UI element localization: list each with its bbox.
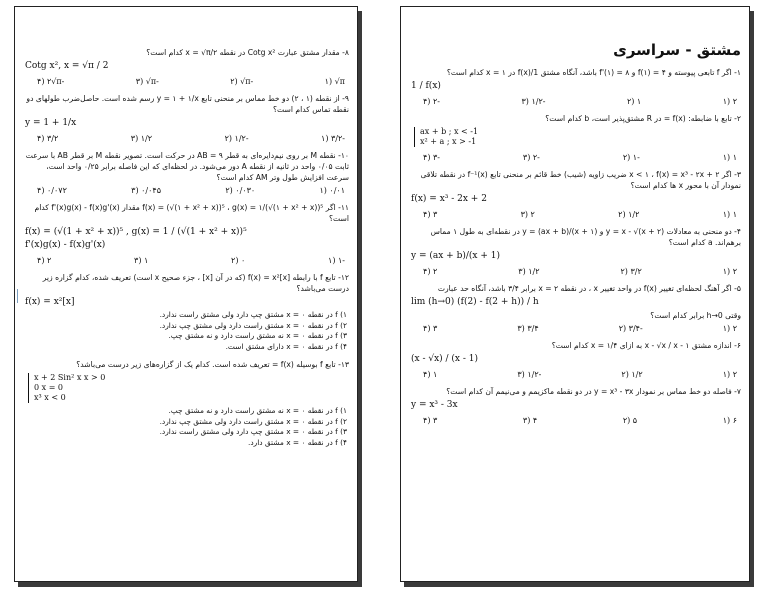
case-3: x³ x < 0 xyxy=(34,393,66,402)
choice-1[interactable]: ۱) ۱ xyxy=(722,153,737,162)
choice-2[interactable]: ۲) ۱/۲ xyxy=(621,370,643,379)
statement-3[interactable]: ۳) f در نقطه x = ۰ مشتق چپ دارد ولی مشتق راست ندارد. xyxy=(159,427,347,436)
question-formula: 1 / f(x) xyxy=(411,81,441,91)
question-formula: Cotg x², x = √π / 2 xyxy=(25,61,109,71)
right-page xyxy=(400,6,750,582)
question-stem: ۱۱- اگر f(x) = (√(۱ + x² + x))⁵ ، g(x) = ۱/(√(۱ + x² + x))⁵ مقدار f'(x)g(x) - f(x)g'(x) کدام است؟ xyxy=(34,203,349,223)
choice-1[interactable]: ۱) ۰/۰۱ xyxy=(319,186,345,195)
question-formula: f(x) = (√(1 + x² + x))⁵ , g(x) = 1 / (√(1 + x² + x))⁵ xyxy=(25,227,247,237)
question-formula: f(x) = x²[x] xyxy=(25,297,75,307)
choices xyxy=(411,367,741,379)
statement-3[interactable]: ۳) f در نقطه x = ۰ نه مشتق راست دارد و نه مشتق چپ. xyxy=(168,331,347,340)
choice-4[interactable]: ۴) ۲ xyxy=(423,267,438,276)
question-7 xyxy=(411,386,741,425)
choice-4[interactable]: ۴) ۳ xyxy=(423,416,438,425)
piecewise-formula xyxy=(411,127,741,147)
choice-3[interactable]: ۳) ۱ xyxy=(134,256,149,265)
question-stem: ۳- اگر x < ۱ ، f(x) = x³ - ۲x + ۲ ضریب زاویه (شیب) خط قائم بر منحنی تابع f⁻¹(x) در نقطه تلاقی نمودار آن با محور x ها کدام است؟ xyxy=(420,170,741,190)
statement-2[interactable]: ۲) f در نقطه x = ۰ مشتق راست دارد ولی مشتق چپ ندارد. xyxy=(159,320,347,330)
question-11 xyxy=(25,202,349,265)
question-formula: (x - √x) / (x - 1) xyxy=(411,354,479,364)
piecewise-formula xyxy=(25,373,349,403)
question-stem: ۱۳- تابع f بوسیله f(x) = تعریف شده است. کدام یک از گزاره‌های زیر درست می‌باشد؟ xyxy=(76,360,349,369)
question-formula: y = x³ - 3x xyxy=(411,400,458,410)
right-page-content xyxy=(411,7,741,581)
statement-1[interactable]: ۱) f در نقطه x = ۰ مشتق چپ دارد ولی مشتق راست ندارد. xyxy=(159,310,347,319)
case-2: 0 x = 0 xyxy=(34,383,64,392)
choice-3[interactable]: ۳) ۳/۴ xyxy=(517,324,539,333)
question-stem: ۵- اگر آهنگ لحظه‌ای تغییر f(x) در واحد تغییر x ، در نقطه ۲ = x برابر ۳/۴ باشد، آنگاه حد عبارت xyxy=(437,284,741,293)
question-5 xyxy=(411,283,741,333)
question-formula: lim (h→0) (f(2) - f(2 + h)) / h xyxy=(411,297,539,307)
choice-1[interactable]: ۱) ۳/۲- xyxy=(321,134,345,143)
choice-4[interactable]: ۴) ۲√π- xyxy=(37,77,65,86)
question-stem: ۲- تابع با ضابطه: f(x) = در R مشتق‌پذیر است، b کدام است؟ xyxy=(545,114,741,123)
question-stem-tail: وقتی h→0 برابر کدام است؟ xyxy=(650,311,741,320)
choice-2[interactable]: ۲) ۱/۲ xyxy=(618,210,640,219)
choice-2[interactable]: ۲) ۰/۰۳۰ xyxy=(225,186,256,195)
question-formula: f(x) = x³ - 2x + 2 xyxy=(411,194,487,204)
left-page xyxy=(14,6,358,582)
choices xyxy=(411,94,741,106)
choice-3[interactable]: ۳) ۲ xyxy=(520,210,535,219)
choice-3[interactable]: ۳) ۴ xyxy=(522,416,538,425)
choice-2[interactable]: ۲) ۱- xyxy=(622,153,640,162)
choice-2[interactable]: ۲) ۳/۴- xyxy=(618,324,643,333)
choice-3[interactable]: ۳) ۱/۲- xyxy=(517,370,542,379)
left-page-content xyxy=(25,47,349,581)
choices xyxy=(411,207,741,219)
choices xyxy=(411,150,741,162)
question-4 xyxy=(411,226,741,276)
choice-3[interactable]: ۳) ۱/۲ xyxy=(130,134,153,143)
choice-1[interactable]: ۱) ۲ xyxy=(722,97,737,106)
choice-4[interactable]: ۴) ۳ xyxy=(423,210,438,219)
question-6 xyxy=(411,340,741,379)
choice-4[interactable]: ۴) ۰/۰۷۲ xyxy=(37,186,67,195)
question-3 xyxy=(411,169,741,219)
choice-3[interactable]: ۳) ۲- xyxy=(522,153,540,162)
choices xyxy=(411,413,741,425)
choice-3[interactable]: ۳) ۱/۲- xyxy=(521,97,546,106)
question-formula-expression: f'(x)g(x) - f(x)g'(x) xyxy=(25,240,106,250)
choice-4[interactable]: ۴) ۳/۲ xyxy=(37,134,59,143)
choice-2[interactable]: ۲) ۵ xyxy=(622,416,638,425)
choice-3[interactable]: ۳) ۰/۰۴۵ xyxy=(131,186,162,195)
case-2: x² + a ; x > -1 xyxy=(420,137,477,146)
choices xyxy=(25,183,349,195)
question-stem: ۸- مقدار مشتق عبارت Cotg x² در نقطه x = √π/۲ کدام است؟ xyxy=(146,48,349,57)
choice-1[interactable]: ۱) ۱ xyxy=(722,210,737,219)
question-13 xyxy=(25,359,349,448)
question-10 xyxy=(25,150,349,195)
page-title: مشتق - سراسری xyxy=(613,41,741,59)
question-stem: ۱- اگر f تابعی پیوسته و ۴ = f(۱) و ۸ = f'(۱) باشد، آنگاه مشتق ‏1/f(x) در x = ۱ کدام است؟ xyxy=(446,68,741,77)
choices xyxy=(411,321,741,333)
choice-2[interactable]: ۲) ۳/۲ xyxy=(620,267,642,276)
choice-2[interactable]: ۲) ۱ xyxy=(626,97,642,106)
question-stem: ۷- فاصله دو خط مماس بر نمودار y = x³ - ۳x در دو نقطه ماکزیمم و می‌نیمم آن کدام است؟ xyxy=(446,387,741,396)
choice-4[interactable]: ۴) ۲ xyxy=(37,256,52,265)
choices xyxy=(25,253,349,265)
question-formula: y = 1 + 1/x xyxy=(25,118,77,128)
choices xyxy=(25,131,349,143)
choice-1[interactable]: ۱) ۲ xyxy=(722,267,737,276)
question-8 xyxy=(25,47,349,86)
choice-1[interactable]: ۱) ۶ xyxy=(722,416,737,425)
question-stem: ۴- دو منحنی به معادلات y = x - √(x + ۲) و y = (ax + b)/(x + ۱) در نقطه‌ای به طول ۱ مماس برهم‌اند. a کدام است؟ xyxy=(430,227,741,247)
choice-2[interactable]: ۲) ۱/۲- xyxy=(224,134,249,143)
question-stem: ۱۰- نقطه M بر روی نیم‌دایره‌ای به قطر ۹ = AB در حرکت است. تصویر نقطه M بر قطر AB با سرعت ثابت ۰/۰۵ واحد در ثانیه از نقطه A دور می‌شود. در لحظه‌ای که این فاصله برابر ۰/۲۵ واحد است، سرعت افزایش طول وتر AM کدام است؟ xyxy=(25,151,349,182)
question-stem: ۱۲- تابع f با رابطه f(x) = x²[x] (که در آن [x] ، جزء صحیح x است) تعریف شده، کدام گزاره زیر درست می‌باشد؟ xyxy=(42,273,349,293)
choice-1[interactable]: ۱) ۲ xyxy=(722,324,737,333)
choice-1[interactable]: ۱) √π xyxy=(324,77,345,86)
question-9 xyxy=(25,93,349,143)
question-stem: ۶- اندازه مشتق x - √x / x - ۱ به ازای x = ۱/۴ کدام است؟ xyxy=(551,341,741,350)
question-12 xyxy=(25,272,349,352)
case-1: ax + b ; x < -1 xyxy=(420,127,479,136)
question-2 xyxy=(411,113,741,162)
statement-2[interactable]: ۲) f در نقطه x = ۰ مشتق راست دارد ولی مشتق چپ ندارد. xyxy=(159,416,347,426)
choice-4[interactable]: ۴) ۲- xyxy=(423,97,440,106)
piecewise-cases xyxy=(28,373,105,403)
statement-1[interactable]: ۱) f در نقطه x = ۰ نه مشتق راست دارد و نه مشتق چپ. xyxy=(168,406,347,415)
choices xyxy=(25,74,349,86)
choice-3[interactable]: ۳) ۱/۲ xyxy=(518,267,540,276)
margin-mark xyxy=(17,289,18,303)
choice-1[interactable]: ۱) ۲ xyxy=(722,370,737,379)
case-1: x + 2 Sin² x x > 0 xyxy=(34,373,106,382)
choice-1[interactable]: ۱) ۱- xyxy=(328,256,345,265)
choices xyxy=(411,264,741,276)
statement-4[interactable]: ۴) f در نقطه x = ۰ دارای مشتق است. xyxy=(225,341,347,351)
choice-4[interactable]: ۴) ۳- xyxy=(423,153,440,162)
question-formula: y = (ax + b)/(x + 1) xyxy=(411,251,500,261)
question-1 xyxy=(411,67,741,106)
statement-4[interactable]: ۴) f در نقطه x = ۰ مشتق دارد. xyxy=(247,437,347,447)
choice-3[interactable]: ۳) √π- xyxy=(135,77,159,86)
choice-4[interactable]: ۴) ۱ xyxy=(423,370,438,379)
choice-2[interactable]: ۲) ۰ xyxy=(231,256,246,265)
piecewise-cases xyxy=(414,127,478,147)
choice-4[interactable]: ۴) ۳ xyxy=(423,324,438,333)
choice-2[interactable]: ۲) √π- xyxy=(230,77,254,86)
question-stem: ۹- از نقطه (۱ ، ۲) دو خط مماس بر منحنی تابع y = ۱ + ۱/x رسم شده است. حاصل‌ضرب طولهای دو نقطه تماس کدام است؟ xyxy=(26,94,349,114)
